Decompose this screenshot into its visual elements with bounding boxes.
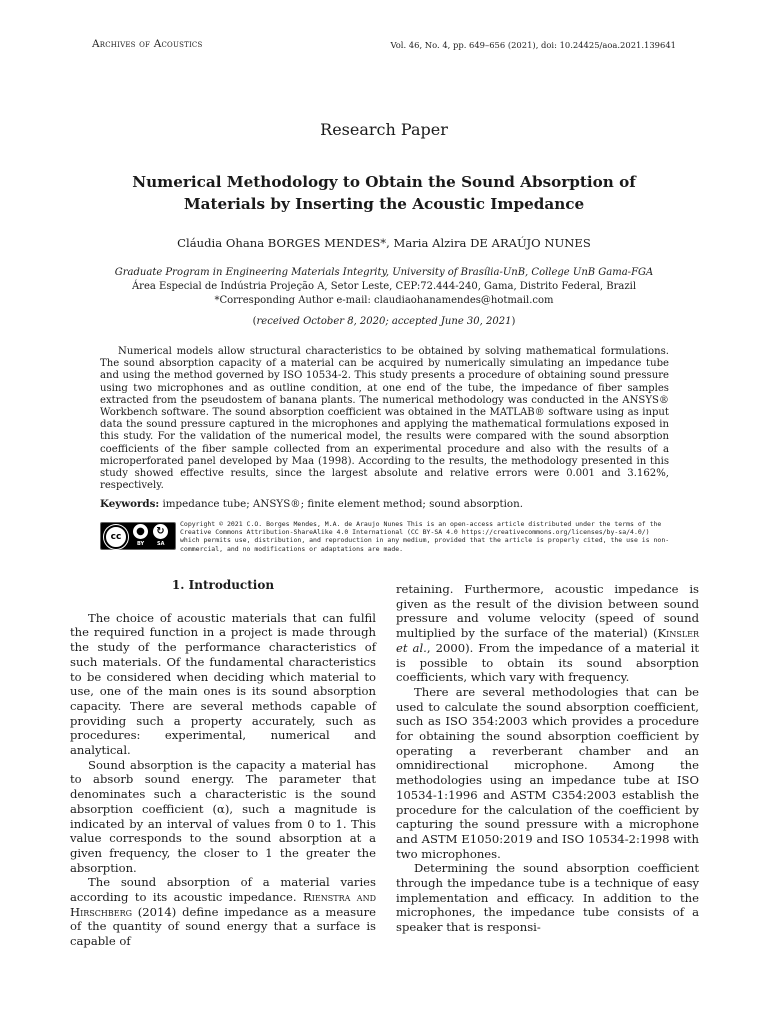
p3-text-b: (2014) define impedance as a measure of the quantity of sound energy that a surface is capable of: [70, 904, 376, 949]
keywords-label: Keywords:: [100, 498, 160, 510]
paper-title: Numerical Methodology to Obtain the Sound Absorption of Materials by Inserting the Acoustic Impedance: [132, 173, 636, 213]
received-dates: (received October 8, 2020; accepted June 30, 2021): [252, 316, 516, 327]
citation-rienstra: Rienstra and Hirschberg: [70, 890, 376, 919]
abstract: Numerical models allow structural characteristics to be obtained by solving mathematical formulations. The sound absorption capacity of a material can be acquired by numerically simulating an impedance tube and using the method governed by ISO 10534-2. This study presents a procedure of obtaining sound pressure using two microphones and as outline condition, at one end of the tube, the impedance of fiber samples extracted from the pseudostem of banana plants. The numerical methodology was conducted in the ANSYS® Workbench software. The sound absorption coefficient was obtained in the MATLAB® software using as input data the sound pressure captured in the microphones and applying the mathematical formulations exposed in this study. For the validation of the numerical model, the results were compared with the sound absorption coefficients of the fiber sample collected from an experimental procedure and also with the results of a microperforated panel developed by Maa (1998). According to the results, the methodology presented in this study showed effective results, since the largest absolute and relative errors were 0.001 and 3.162%, respectively.: [100, 346, 669, 492]
intro-paragraph-3: [70, 875, 376, 949]
license-block: [100, 520, 672, 552]
section-title: 1. Introduction: [171, 578, 275, 592]
left-column: [70, 578, 376, 949]
keywords: [100, 498, 669, 510]
r1-text-a: retaining. Furthermore, acoustic impedance is given as the result of the division between sound pressure and volume velocity (speed of sound multiplied by the surface of the material) (: [396, 582, 699, 641]
intro-paragraph-1: The choice of acoustic materials that can fulfil the required function in a project is made through the study of the performance characteristics of such materials. Of the fundamental characteristics to be considered when deciding which material to use, one of the main ones is its sound absorption capacity. There are several methods capable of providing such a property accurately, such as procedures: experimental, numerical and analytical.: [70, 610, 376, 758]
intro-paragraph-4: [396, 582, 699, 685]
cc-by-sa-logo: [100, 522, 176, 550]
corresponding-author: *Corresponding Author e-mail: claudiaohanamendes@hotmail.com: [214, 295, 554, 306]
cc-icon: cc: [104, 525, 128, 549]
intro-paragraph-2: Sound absorption is the capacity a material has to absorb sound energy. The parameter that denominates such a characteristic is the sound absorption coefficient (α), such a magnitude is indicated by an interval of values from 0 to 1. This value corresponds to the sound absorption at a given frequency, the closer to 1 the greater the absorption.: [70, 757, 376, 875]
citation-etal: et al.: [396, 640, 427, 655]
by-icon: ●: [133, 524, 148, 539]
by-label: BY: [137, 541, 145, 547]
affiliation-line-2: Área Especial de Indústria Projeção A, Setor Leste, CEP:72.444-240, Gama, Distrito Federal, Brazil: [131, 281, 637, 292]
license-text: Copyright © 2021 C.O. Borges Mendes, M.A. de Araujo Nunes This is an open-access article distributed under the terms of the Creative Commons Attribution-ShareAlike 4.0 International (CC BY-SA 4.0 https://creativecommons.org/licenses/by-sa/4.0/) which permits use, distribution, and reproduction in any medium, provided that the article is properly cited, the use is non-commercial, and no modifications or adaptations are made.: [180, 520, 670, 553]
r1-text-b: , 2000). From the impedance of a material it is possible to obtain its sound absorption coefficients, which vary with frequency.: [396, 640, 699, 685]
intro-paragraph-6: Determining the sound absorption coefficient through the impedance tube is a technique of easy implementation and efficacy. In addition to the microphones, the impedance tube consists of a speaker that is responsi-: [396, 861, 699, 935]
citation-kinsler: Kinsler: [657, 626, 699, 641]
p3-text-a: The sound absorption of a material varies according to its acoustic impedance.: [70, 875, 376, 905]
sa-icon: ↻: [153, 524, 168, 539]
affiliation: [60, 266, 708, 308]
received-text: received October 8, 2020; accepted June 30, 2021: [256, 316, 512, 327]
right-column: [396, 582, 699, 935]
authors: Cláudia Ohana BORGES MENDES*, Maria Alzira DE ARAÚJO NUNES: [177, 236, 591, 250]
paper-type: Research Paper: [320, 120, 448, 139]
intro-paragraph-5: There are several methodologies that can be used to calculate the sound absorption coefficient, such as ISO 354:2003 which provides a procedure for obtaining the sound absorption coefficient by operating a reverberant chamber and an omnidirectional microphone. Among the methodologies using an impedance tube at ISO 10534-1:1996 and ASTM C354:2003 establish the procedure for the calculation of the coefficient by capturing the sound pressure with a microphone and ASTM E1050:2019 and ISO 10534-2:1998 with two microphones.: [396, 684, 699, 861]
citation-info: Vol. 46, No. 4, pp. 649–656 (2021), doi: 10.24425/aoa.2021.139641: [390, 40, 676, 50]
journal-name: Archives of Acoustics: [92, 38, 203, 50]
affiliation-line-1: Graduate Program in Engineering Materials Integrity, University of Brasília-UnB, College UnB Gama-FGA: [114, 267, 654, 278]
keywords-text: impedance tube; ANSYS®; finite element method; sound absorption.: [162, 498, 524, 510]
sa-label: SA: [157, 541, 165, 547]
